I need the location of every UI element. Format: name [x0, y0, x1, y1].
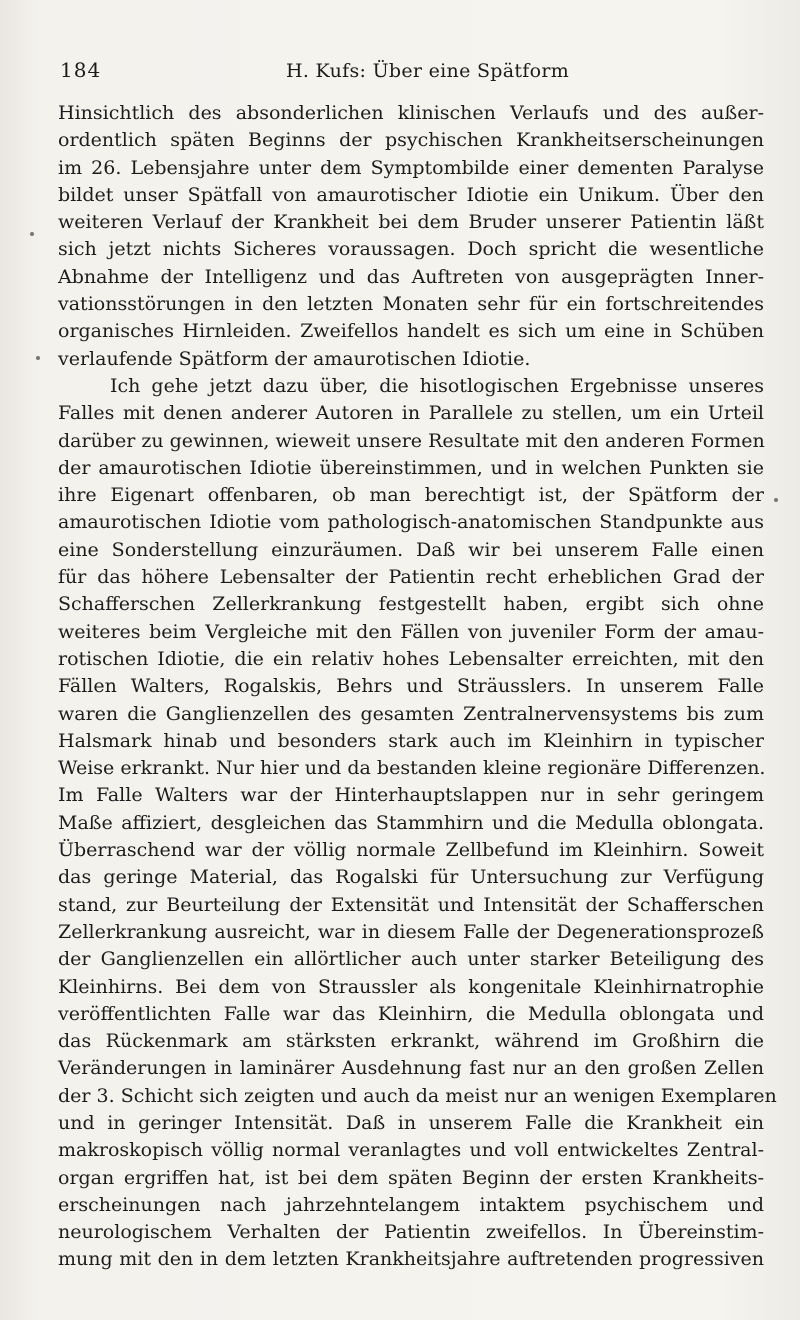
text-line: Kleinhirns. Bei dem von Straussler als kongenitale Kleinhirnatrophie — [58, 975, 764, 998]
text-line: ihre Eigenart offenbaren, ob man berechtigt ist, der Spätform der — [58, 484, 764, 507]
text-line: Falles mit denen anderer Autoren in Parallele zu stellen, um ein Urteil — [58, 402, 764, 425]
text-line: darüber zu gewinnen, wieweit unsere Resultate mit den anderen Formen — [58, 429, 765, 452]
text-line: bildet unser Spätfall von amaurotischer Idiotie ein Unikum. Über den — [58, 183, 764, 206]
text-line: das Rückenmark am stärksten erkrankt, während im Großhirn die — [58, 1030, 764, 1053]
text-line: Abnahme der Intelligenz und das Auftreten von ausgeprägten Inner- — [58, 265, 764, 288]
text-line: vationsstörungen in den letzten Monaten sehr für ein fortschreitendes — [58, 293, 764, 316]
text-line: und in geringer Intensität. Daß in unserem Falle die Krankheit ein — [58, 1111, 764, 1134]
text-line: Weise erkrankt. Nur hier und da bestanden kleine regionäre Differenzen. — [58, 757, 766, 780]
page-number: 184 — [60, 58, 102, 82]
text-line: Zellerkrankung ausreicht, war in diesem Falle der Degenerationsprozeß — [58, 920, 764, 943]
text-line: Maße affiziert, desgleichen das Stammhirn und die Medulla oblongata. — [58, 811, 764, 834]
text-line: amaurotischen Idiotie vom pathologisch-anatomischen Standpunkte aus — [58, 511, 764, 534]
text-line: Fällen Walters, Rogalskis, Behrs und Sträusslers. In unserem Falle — [58, 675, 764, 698]
text-line: Schafferschen Zellerkrankung festgestellt haben, ergibt sich ohne — [58, 593, 764, 616]
text-line: mung mit den in dem letzten Krankheitsjahre auftretenden progressiven — [58, 1248, 764, 1271]
text-line: eine Sonderstellung einzuräumen. Daß wir bei unserem Falle einen — [58, 538, 764, 561]
text-line: neurologischem Verhalten der Patientin zweifellos. In Übereinstim- — [58, 1221, 764, 1244]
text-line: weiteren Verlauf der Krankheit bei dem Bruder unserer Patientin läßt — [58, 211, 764, 234]
text-line: für das höhere Lebensalter der Patientin recht erheblichen Grad der — [58, 566, 764, 589]
text-line: Überraschend war der völlig normale Zellbefund im Kleinhirn. Soweit — [58, 839, 764, 862]
text-line: organ ergriffen hat, ist bei dem späten Beginn der ersten Krankheits- — [58, 1166, 764, 1189]
text-line: rotischen Idiotie, die ein relativ hohes Lebensalter erreichten, mit den — [58, 647, 764, 670]
text-line: verlaufende Spätform der amaurotischen Idiotie. — [58, 347, 531, 370]
text-line: Ich gehe jetzt dazu über, die hisotlogischen Ergebnisse unseres — [110, 374, 764, 397]
text-line: organisches Hirnleiden. Zweifellos handelt es sich um eine in Schüben — [58, 320, 764, 343]
text-line: Veränderungen in laminärer Ausdehnung fast nur an den großen Zellen — [58, 1057, 764, 1080]
text-line: Hinsichtlich des absonderlichen klinischen Verlaufs und des außer- — [58, 102, 764, 124]
text-line: waren die Ganglienzellen des gesamten Zentralnervensystems bis zum — [58, 702, 764, 725]
margin-speck — [774, 498, 778, 502]
text-line: sich jetzt nichts Sicheres voraussagen. Doch spricht die wesentliche — [58, 238, 764, 261]
text-line: ordentlich späten Beginns der psychischen Krankheitserscheinungen — [58, 129, 764, 152]
page-header — [60, 58, 740, 88]
margin-speck — [36, 356, 40, 360]
text-line: im 26. Lebensjahre unter dem Symptombilde einer dementen Paralyse — [58, 156, 764, 179]
text-line: veröffentlichten Falle war das Kleinhirn, die Medulla oblongata und — [58, 1002, 764, 1025]
text-line: stand, zur Beurteilung der Extensität und Intensität der Schafferschen — [58, 893, 764, 916]
text-line: das geringe Material, das Rogalski für Untersuchung zur Verfügung — [58, 866, 764, 889]
text-line: der 3. Schicht sich zeigten und auch da meist nur an wenigen Exemplaren — [58, 1084, 777, 1107]
text-line: der amaurotischen Idiotie übereinstimmen, und in welchen Punkten sie — [58, 456, 764, 479]
running-head: H. Kufs: Über eine Spätform — [286, 60, 570, 82]
text-line: makroskopisch völlig normal veranlagtes und voll entwickeltes Zentral- — [58, 1139, 764, 1162]
text-line: der Ganglienzellen ein allörtlicher auch unter starker Beteiligung des — [58, 948, 764, 971]
body-text — [58, 100, 777, 1274]
margin-speck — [30, 232, 34, 236]
text-line: weiteres beim Vergleiche mit den Fällen von juveniler Form der amau- — [58, 620, 764, 643]
text-line: Halsmark hinab und besonders stark auch im Kleinhirn in typischer — [58, 729, 764, 752]
text-line: Im Falle Walters war der Hinterhauptslappen nur in sehr geringem — [58, 784, 764, 807]
text-line: erscheinungen nach jahrzehntelangem intaktem psychischem und — [58, 1193, 764, 1216]
